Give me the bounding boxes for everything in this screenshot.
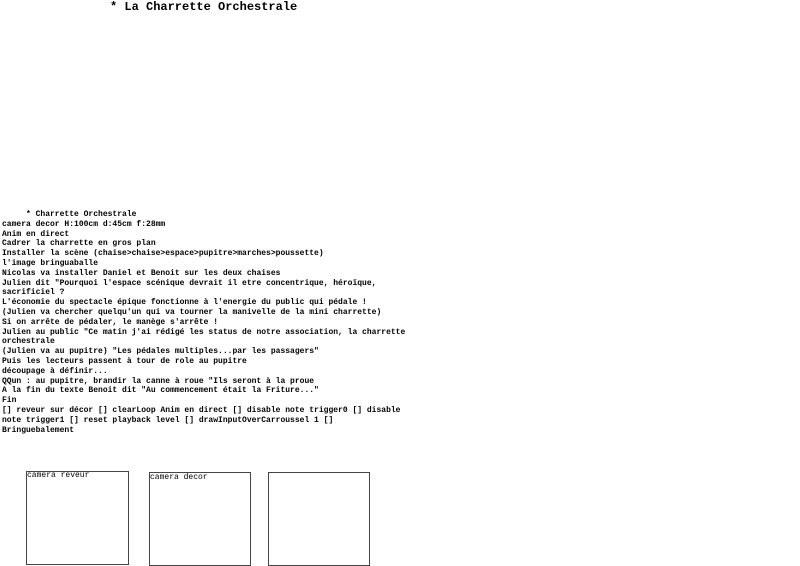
script-line: Julien au public "Ce matin j'ai rédigé les status de notre association, la charrette orchestrale (2, 327, 411, 347)
script-line: Cadrer la charrette en gros plan (2, 239, 156, 249)
camera-decor-view (149, 472, 251, 566)
camera-label: camera decor (150, 473, 208, 482)
script-line: Julien dit "Pourquoi l'espace scénique devrait il etre concentrique, héroïque, sacrificiel ? (2, 278, 382, 298)
script-heading: * Charrette Orchestrale (26, 210, 137, 219)
script-line: l'image bringuaballe (2, 258, 99, 268)
script-line: QQun : au pupitre, brandir la canne à roue "Ils seront à la proue (2, 376, 315, 386)
script-line: Installer la scène (chaise>chaise>espace>pupitre>marches>poussette) (2, 249, 324, 259)
script-line: Fin (2, 396, 17, 406)
script-line: Si on arrête de pédaler, le manège s'arrête ! (2, 317, 219, 327)
camera-third-view (268, 472, 370, 566)
script-line: Anim en direct (2, 229, 70, 239)
script-line: Nicolas va installer Daniel et Benoit sur les deux chaises (2, 268, 281, 278)
script-line: camera decor H:100cm d:45cm f:28mm (2, 219, 166, 229)
script-line: Bringuebalement (2, 425, 75, 435)
script-line: Puis les lecteurs passent à tour de role au pupitre (2, 356, 247, 366)
script-line: (Julien va chercher quelqu'un qui va tourner la manivelle de la mini charrette) (2, 307, 382, 317)
script-line: (Julien va au pupitre) "Les pédales multiples...par les passagers" (2, 347, 319, 357)
script-line: L'économie du spectacle épique fonctionne à l'energie du public qui pédale ! (2, 298, 367, 308)
page-title: * La Charrette Orchestrale (110, 0, 298, 14)
camera-label: camera reveur (27, 471, 90, 480)
script-line: découpage à définir... (2, 366, 108, 376)
script-block (2, 210, 412, 435)
script-controls-line: [] reveur sur décor [] clearLoop Anim en direct [] disable note trigger0 [] disable note trigger1 [] reset playback level [] drawInputOverCarroussel 1 [] (2, 405, 406, 425)
camera-reveur-view (26, 471, 129, 565)
script-line: A la fin du texte Benoit dit "Au commencement était la Friture..." (2, 386, 319, 396)
